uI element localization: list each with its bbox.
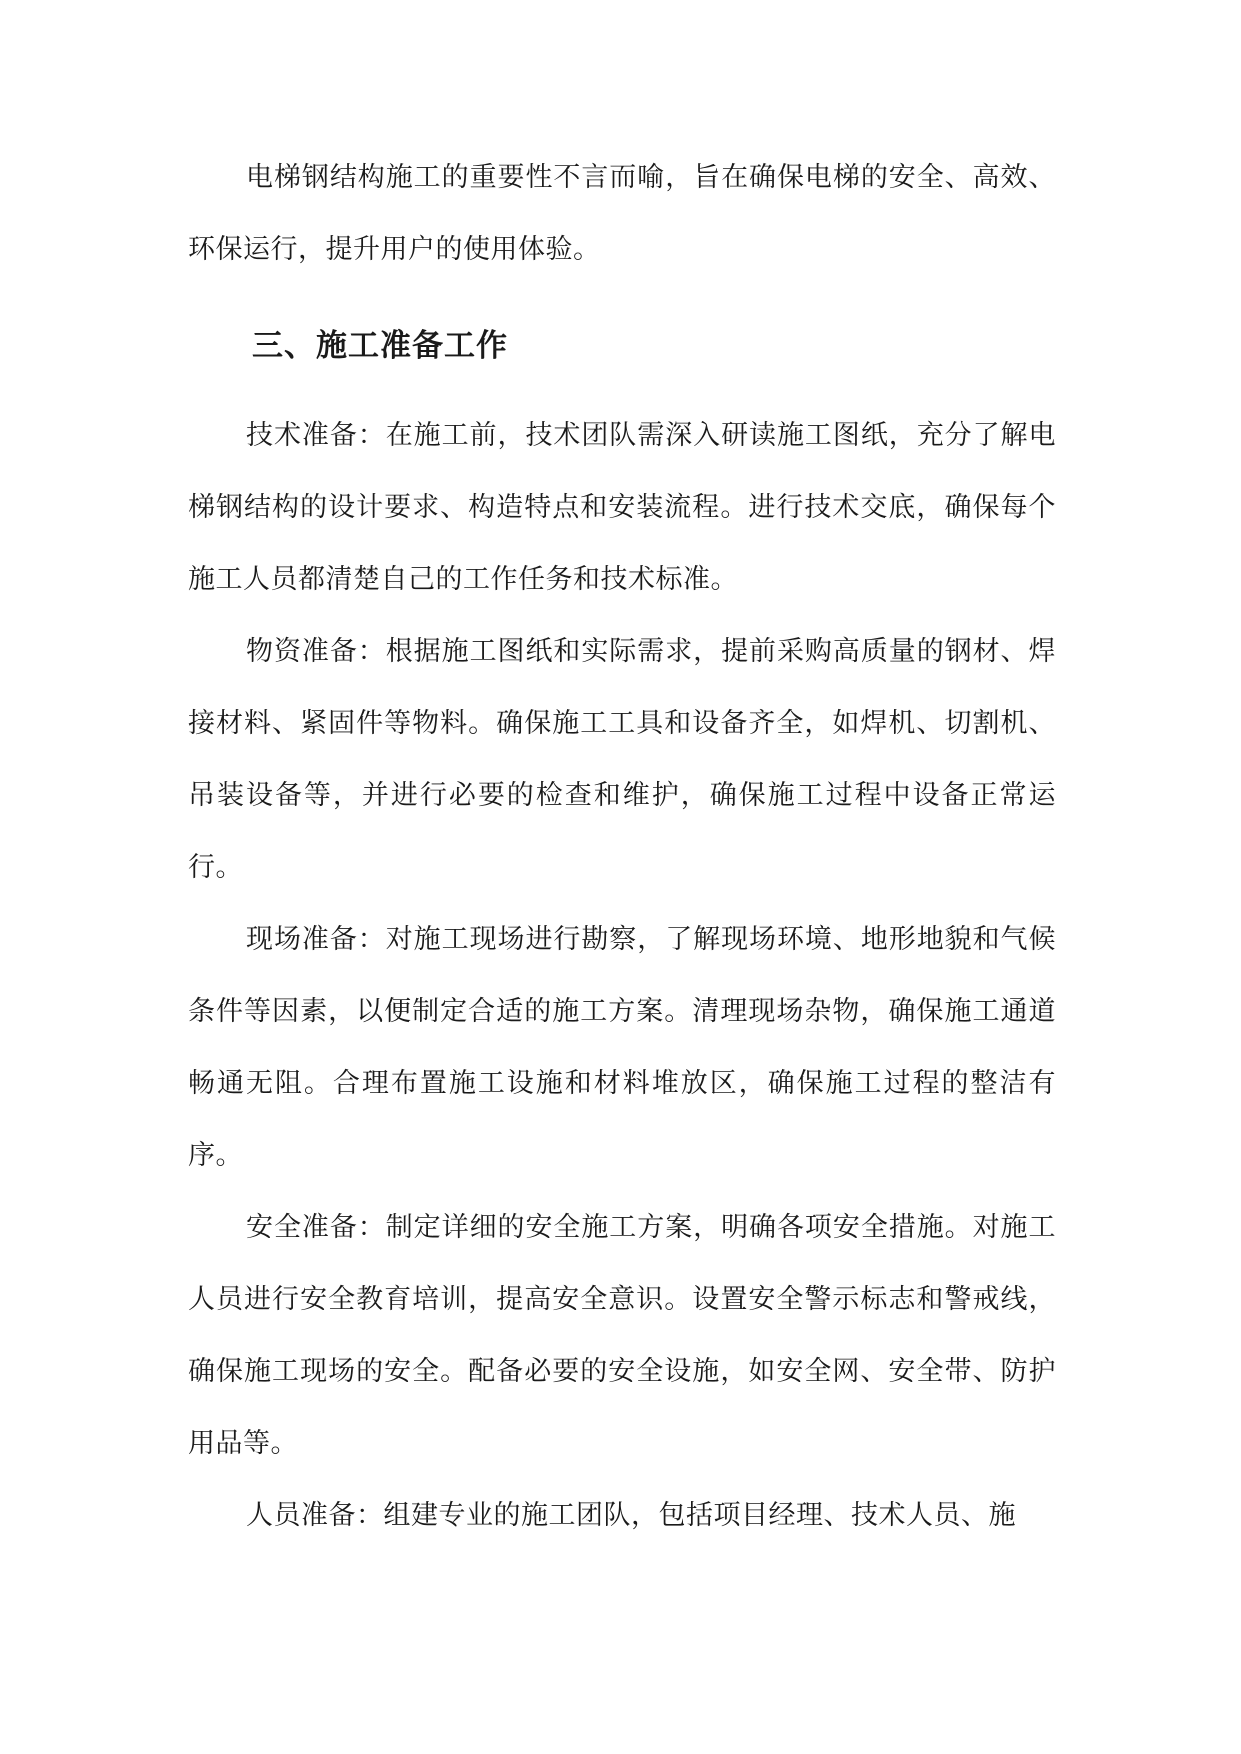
paragraph-site-preparation: 现场准备：对施工现场进行勘察，了解现场环境、地形地貌和气候条件等因素，以便制定合适的施工方案。清理现场杂物，确保施工通道畅通无阻。合理布置施工设施和材料堆放区，确保施工过程的整洁有序。: [188, 924, 1056, 1171]
paragraph-material-preparation: 物资准备：根据施工图纸和实际需求，提前采购高质量的钢材、焊接材料、紧固件等物料。确保施工工具和设备齐全，如焊机、切割机、吊装设备等，并进行必要的检查和维护，确保施工过程中设备正常运行。: [188, 636, 1056, 883]
document-body: [188, 142, 1056, 1552]
section-heading: 三、施工准备工作: [252, 328, 508, 364]
paragraph-technical-preparation: 技术准备：在施工前，技术团队需深入研读施工图纸，充分了解电梯钢结构的设计要求、构造特点和安装流程。进行技术交底，确保每个施工人员都清楚自己的工作任务和技术标准。: [188, 420, 1056, 595]
paragraph-personnel-preparation: 人员准备：组建专业的施工团队，包括项目经理、技术人员、施: [246, 1500, 1016, 1531]
paragraph-safety-preparation: 安全准备：制定详细的安全施工方案，明确各项安全措施。对施工人员进行安全教育培训，提高安全意识。设置安全警示标志和警戒线，确保施工现场的安全。配备必要的安全设施，如安全网、安全带、防护用品等。: [188, 1212, 1056, 1459]
intro-paragraph: 电梯钢结构施工的重要性不言而喻，旨在确保电梯的安全、高效、环保运行，提升用户的使用体验。: [188, 162, 1056, 265]
